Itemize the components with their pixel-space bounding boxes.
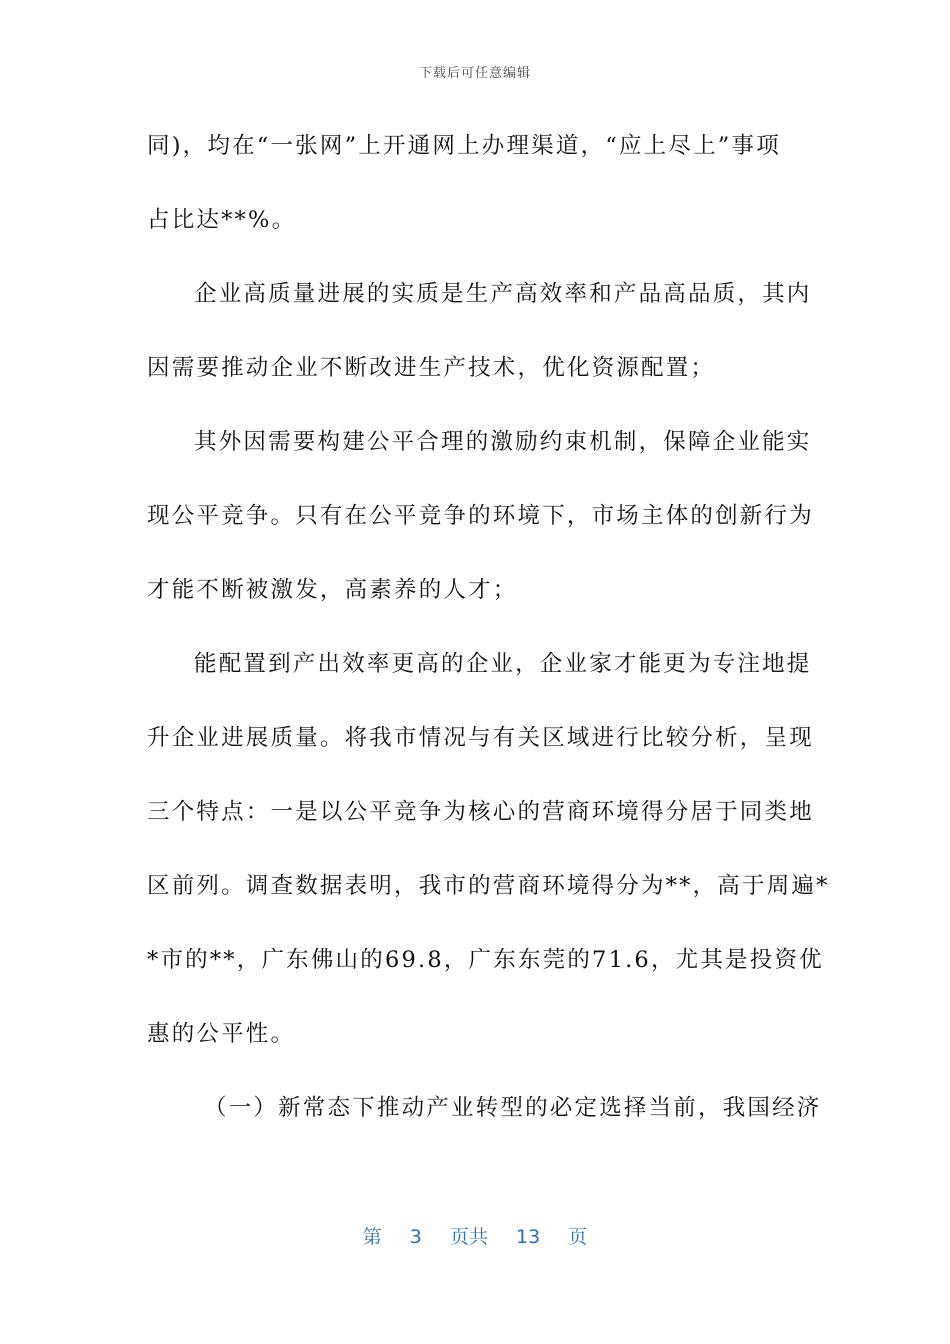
text-line: 才能不断被激发，高素养的人才； bbox=[147, 577, 518, 603]
text-line: 三个特点：一是以公平竞争为核心的营商环境得分居于同类地 bbox=[147, 799, 814, 825]
footer-label-page: 第 bbox=[362, 1226, 382, 1248]
text-line: 惠的公平性。 bbox=[147, 1021, 296, 1047]
text-line: 能配置到产出效率更高的企业，企业家才能更为专注地提 bbox=[194, 651, 812, 677]
text-line: 其外因需要构建公平合理的激励约束机制，保障企业能实 bbox=[194, 429, 812, 455]
footer-label-total: 页共 bbox=[449, 1226, 488, 1248]
footer-total-pages: 13 bbox=[516, 1226, 541, 1248]
text-line: *市的**，广东佛山的69.8，广东东莞的71.6，尤其是投资优 bbox=[147, 947, 824, 973]
document-body bbox=[147, 120, 830, 1156]
page-header: 下载后可任意编辑 bbox=[418, 66, 531, 81]
footer-current-page: 3 bbox=[409, 1226, 422, 1248]
text-line: 现公平竞争。只有在公平竞争的环境下，市场主体的创新行为 bbox=[147, 503, 814, 529]
section-heading-line: （一）新常态下推动产业转型的必定选择当前，我国经济 bbox=[204, 1095, 822, 1121]
text-line: 因需要推动企业不断改进生产技术，优化资源配置； bbox=[147, 355, 716, 381]
footer-label-end: 页 bbox=[568, 1226, 588, 1248]
text-line: 同)，均在“一张网”上开通网上办理渠道，“应上尽上”事项 bbox=[147, 133, 781, 159]
text-line: 升企业进展质量。将我市情况与有关区域进行比较分析，呈现 bbox=[147, 725, 814, 751]
text-line: 企业高质量进展的实质是生产高效率和产品高品质，其内 bbox=[194, 281, 812, 307]
text-line: 占比达**%。 bbox=[147, 207, 297, 233]
page-footer bbox=[0, 1222, 950, 1249]
text-line: 区前列。调查数据表明，我市的营商环境得分为**，高于周遍* bbox=[147, 873, 830, 899]
